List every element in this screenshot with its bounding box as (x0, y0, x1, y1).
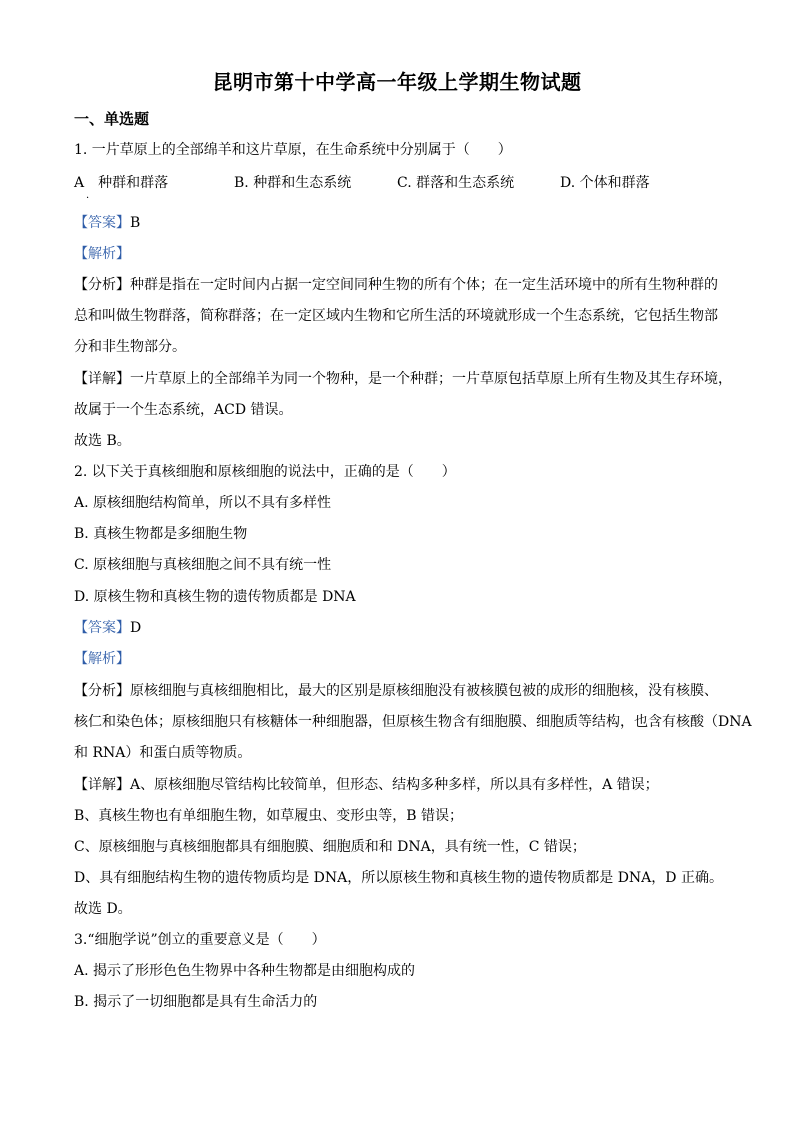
xiangjie-tag: 【详解】 (74, 777, 130, 793)
q3-question: 3.“细胞学说”创立的重要意义是（ ） (74, 932, 326, 948)
q2-conclusion: 故选 D。 (74, 901, 132, 917)
q1-xiangjie-line-2: 故属于一个生态系统，ACD 错误。 (74, 402, 293, 418)
page-title: 昆明市第十中学高一年级上学期生物试题 (212, 70, 582, 94)
xiangjie-text: A、原核细胞尽管结构比较简单，但形态、结构多种多样，所以具有多样性，A 错误； (130, 777, 659, 793)
q2-xiangjie-line-2: B、真核生物也有单细胞生物，如草履虫、变形虫等，B 错误； (74, 808, 464, 824)
answer-value: B (130, 215, 141, 231)
q2-option-c: C. 原核细胞与真核细胞之间不具有统一性 (74, 557, 332, 573)
q1-option-c: C. 群落和生态系统 (397, 175, 515, 191)
q1-option-d: D. 个体和群落 (560, 175, 650, 191)
fenxi-tag: 【分析】 (74, 277, 130, 293)
q2-analysis-tag: 【解析】 (74, 651, 130, 667)
answer-tag: 【答案】 (74, 215, 130, 231)
q1-fenxi-line-3: 分和非生物部分。 (74, 339, 186, 355)
q1-fenxi-line-1 (74, 275, 718, 295)
q2-option-a: A. 原核细胞结构简单，所以不具有多样性 (74, 495, 332, 511)
q2-question: 2. 以下关于真核细胞和原核细胞的说法中，正确的是（ ） (74, 464, 456, 480)
q2-fenxi-line-3: 和 RNA）和蛋白质等物质。 (74, 745, 252, 761)
q1-xiangjie-line-1 (74, 369, 732, 389)
q3-option-b: B. 揭示了一切细胞都是具有生命活力的 (74, 994, 318, 1010)
q1-fenxi-line-2: 总和叫做生物群落，简称群落；在一定区域内生物和它所生活的环境就形成一个生态系统，它包括生物部 (74, 308, 718, 324)
q1-answer (74, 213, 140, 233)
xiangjie-tag: 【详解】 (74, 371, 130, 387)
q2-answer (74, 618, 141, 638)
q1-options (74, 172, 734, 192)
q2-xiangjie-line-4: D、具有细胞结构生物的遗传物质均是 DNA，所以原核生物和真核生物的遗传物质都是 DNA，D 正确。 (74, 870, 723, 886)
q3-option-a: A. 揭示了形形色色生物界中各种生物都是由细胞构成的 (74, 963, 416, 979)
answer-value: D (130, 620, 142, 636)
fenxi-text: 原核细胞与真核细胞相比，最大的区别是原核细胞没有被核膜包被的成形的细胞核，没有核膜、 (130, 683, 718, 699)
q2-option-d: D. 原核生物和真核生物的遗传物质都是 DNA (74, 589, 356, 605)
answer-tag: 【答案】 (74, 620, 130, 636)
q2-option-b: B. 真核生物都是多细胞生物 (74, 526, 248, 542)
fenxi-tag: 【分析】 (74, 683, 130, 699)
q1-question: 1. 一片草原上的全部绵羊和这片草原，在生命系统中分别属于（ ） (74, 142, 512, 158)
q2-xiangjie-line-1 (74, 775, 659, 795)
q1-option-b: B. 种群和生态系统 (234, 175, 352, 191)
fenxi-text: 种群是指在一定时间内占据一定空间同种生物的所有个体；在一定生活环境中的所有生物种群的 (130, 277, 718, 293)
q1-analysis-tag: 【解析】 (74, 246, 130, 262)
q2-fenxi-line-2: 核仁和染色体；原核细胞只有核糖体一种细胞器，但原核生物含有细胞膜、细胞质等结构，也含有核酸（DNA (74, 714, 752, 730)
xiangjie-text: 一片草原上的全部绵羊为同一个物种，是一个种群；一片草原包括草原上所有生物及其生存环境， (130, 371, 732, 387)
q1-option-a: A 种群和群落 (74, 175, 169, 191)
stray-dot: · (86, 193, 90, 204)
section-heading: 一、单选题 (74, 110, 150, 128)
q2-fenxi-line-1 (74, 681, 718, 701)
q1-conclusion: 故选 B。 (74, 433, 131, 449)
q2-xiangjie-line-3: C、原核细胞与真核细胞都具有细胞膜、细胞质和和 DNA，具有统一性，C 错误； (74, 839, 586, 855)
